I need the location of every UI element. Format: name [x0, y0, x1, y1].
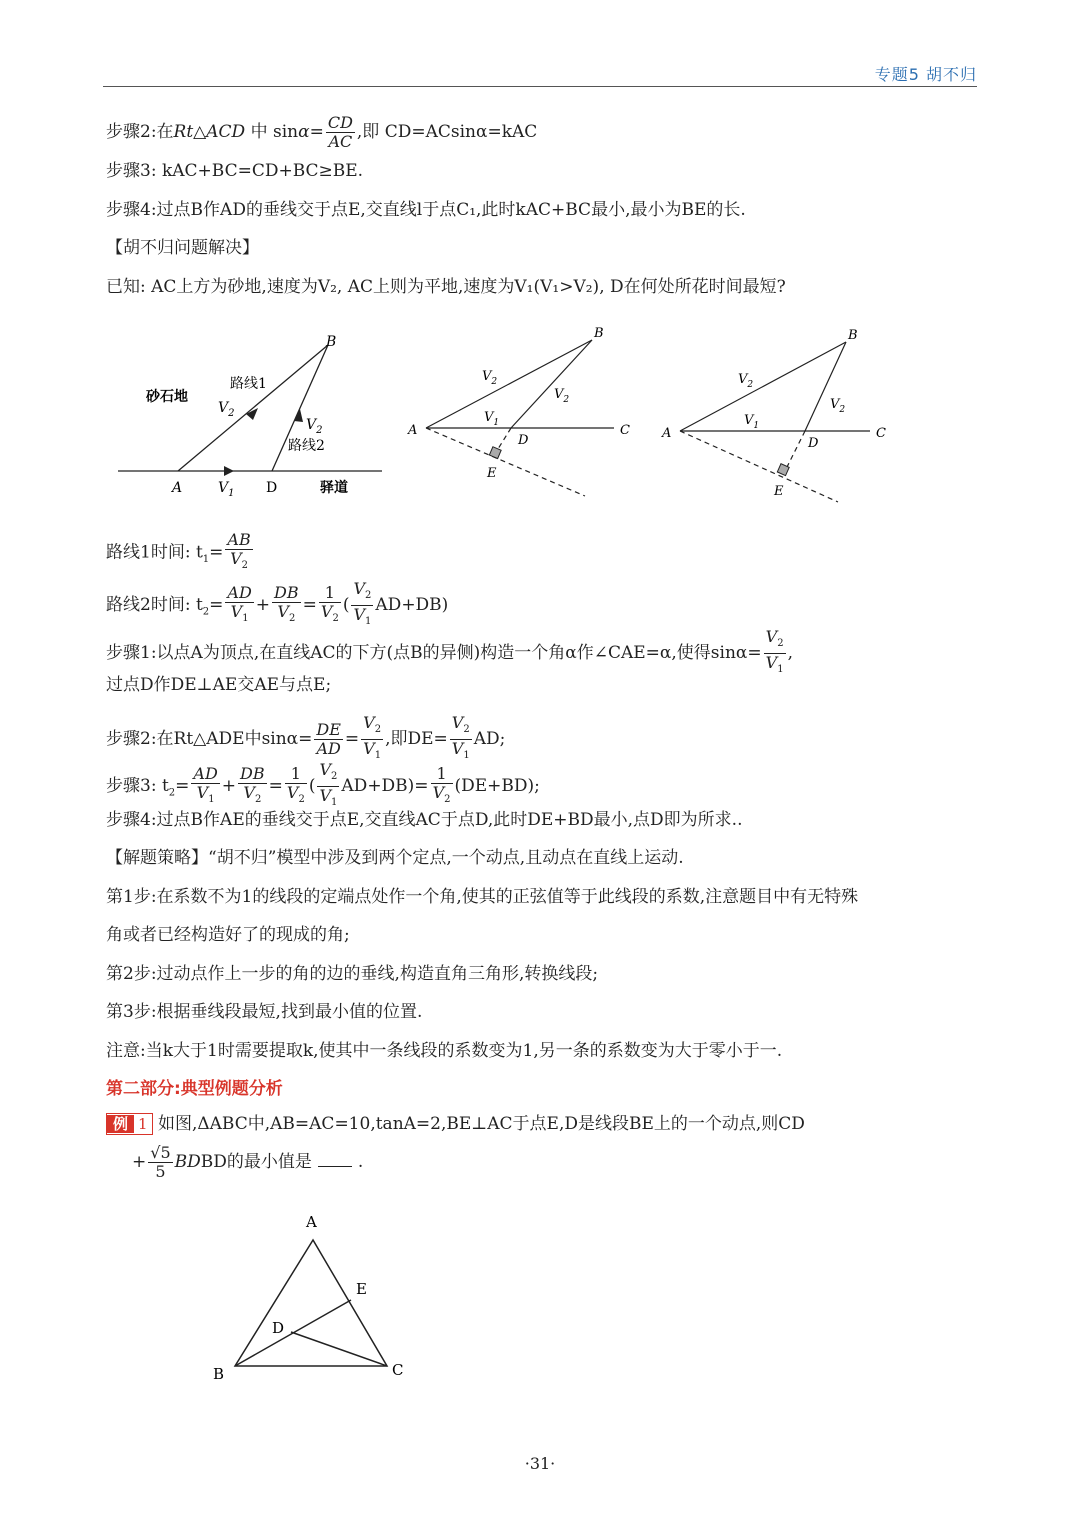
svg-text:C: C [392, 1361, 404, 1379]
figure-construction-3 [660, 320, 910, 510]
svg-text:C: C [620, 423, 630, 438]
figure-route-diagram [110, 325, 390, 505]
svg-text:E: E [774, 484, 784, 499]
svg-text:A: A [306, 1213, 317, 1231]
method-step1: 步骤1:以点A为顶点,在直线AC的下方(点B的异侧)构造一个角α作∠CAE=α,使得sinα= $\frac{V_2}{V_1}$ , [106, 627, 793, 676]
figure-construction-2 [400, 320, 650, 510]
fraction: $\frac{CD}{AC}$ [327, 113, 353, 151]
svg-text:V2: $V_2$ [830, 397, 846, 415]
t1-line: 路线1时间: $t_1=$ $\frac{AB}{V_2}$ [106, 530, 251, 572]
svg-text:B: B [213, 1365, 225, 1383]
method-step3: 步骤3: $t_2=$ $\frac{AD}{V_1}$ + $\frac{DB}{V_2}$ = $\frac{1}{V_2}$ ( $\frac{V_2}{V_1}$ AD+DB)= $\frac{1}{V_2}$ (DE+BD); [106, 760, 540, 809]
strategy-step2: 第2步:过动点作上一步的角的边的垂线,构造直角三角形,转换线段; [106, 964, 599, 984]
svg-text:V2: $V_2$ [738, 372, 754, 390]
step4-line: 步骤4:过点B作AD的垂线交于点E,交直线l于点C₁,此时kAC+BC最小,最小为BE的长. [106, 200, 746, 220]
page-number: ·31· [524, 1454, 556, 1473]
figure-triangle-abc [200, 1205, 430, 1395]
answer-blank [318, 1166, 352, 1167]
svg-text:V2: $V_2$ [554, 387, 570, 405]
svg-text:C: C [876, 426, 886, 441]
note-line: 注意:当k大于1时需要提取k,使其中一条线段的系数变为1,另一条的系数变为大于零小于一. [106, 1041, 783, 1061]
svg-text:D: D [266, 480, 278, 496]
known-line: 已知: AC上方为砂地,速度为V₂, AC上则为平地,速度为V₁(V₁>V₂), D在何处所花时间最短? [106, 277, 786, 297]
svg-text:A: A [408, 423, 418, 438]
svg-text:V2: $V_2$ [218, 400, 235, 419]
strategy-step1a: 第1步:在系数不为1的线段的定端点处作一个角,使其的正弦值等于此线段的系数,注意题目中有无特殊 [106, 887, 859, 907]
method-step4: 步骤4:过点B作AE的垂线交于点E,交直线AC于点D,此时DE+BD最小,点D即为所求.. [106, 810, 743, 830]
svg-text:D: D [518, 433, 529, 448]
svg-text:V2: $V_2$ [306, 417, 323, 436]
svg-text:V1: $V_1$ [744, 413, 760, 431]
svg-text:E: E [356, 1280, 367, 1298]
svg-text:路线2: 路线2 [288, 438, 325, 454]
strategy-line: 【解题策略】“胡不归”模型中涉及到两个定点,一个动点,且动点在直线上运动. [106, 848, 684, 868]
svg-text:驿道: 驿道 [320, 480, 348, 496]
svg-text:B: B [594, 326, 604, 341]
svg-text:V1: $V_1$ [484, 410, 500, 428]
arrow-icon [246, 408, 258, 420]
example1-line2: + $\frac{√5}{5}$ BDBD的最小值是 . [132, 1143, 364, 1181]
svg-text:A: A [662, 426, 672, 441]
svg-text:E: E [487, 466, 497, 481]
svg-text:B: B [848, 328, 858, 343]
svg-text:B: B [326, 334, 337, 350]
section-heading: 【胡不归问题解决】 [106, 238, 259, 258]
svg-text:砂石地: 砂石地 [146, 389, 188, 405]
example-badge: 例 1 [106, 1113, 153, 1135]
svg-text:D: D [808, 436, 819, 451]
t2-line: 路线2时间: $t_2=$ $\frac{AD}{V_1}$ + $\frac{DB}{V_2}$ = $\frac{1}{V_2}$ ( $\frac{V_2}{V_1}$ AD+DB) [106, 579, 449, 628]
arrow-icon [224, 466, 234, 476]
header-title: 专题5 胡不归 [874, 65, 977, 84]
svg-text:V1: $V_1$ [218, 480, 235, 499]
strategy-step3: 第3步:根据垂线段最短,找到最小值的位置. [106, 1002, 423, 1022]
method-step1b: 过点D作DE⊥AE交AE与点E; [106, 675, 332, 695]
strategy-step1b: 角或者已经构造好了的现成的角; [106, 925, 350, 945]
page-header [103, 52, 977, 87]
svg-text:A: A [172, 480, 183, 496]
step3-line: 步骤3: kAC+BC=CD+BC≥BE. [106, 161, 364, 181]
svg-text:D: D [272, 1319, 285, 1337]
svg-text:V2: $V_2$ [482, 369, 498, 387]
svg-text:路线1: 路线1 [230, 376, 267, 392]
example1-line: 例 1 如图,ΔABC中,AB=AC=10,tanA=2,BE⊥AC于点E,D是线段BE上的一个动点,则CD [106, 1112, 805, 1136]
part2-heading: 第二部分:典型例题分析 [106, 1079, 283, 1099]
step2-line: 步骤2:在Rt△ACD 中 sinα= $\frac{CD}{AC}$ ,即 CD=ACsinα=kAC [106, 113, 538, 151]
method-step2: 步骤2:在Rt△ADE中sinα= $\frac{DE}{AD}$ = $\frac{V_2}{V_1}$ ,即DE= $\frac{V_2}{V_1}$ AD; [106, 713, 506, 762]
